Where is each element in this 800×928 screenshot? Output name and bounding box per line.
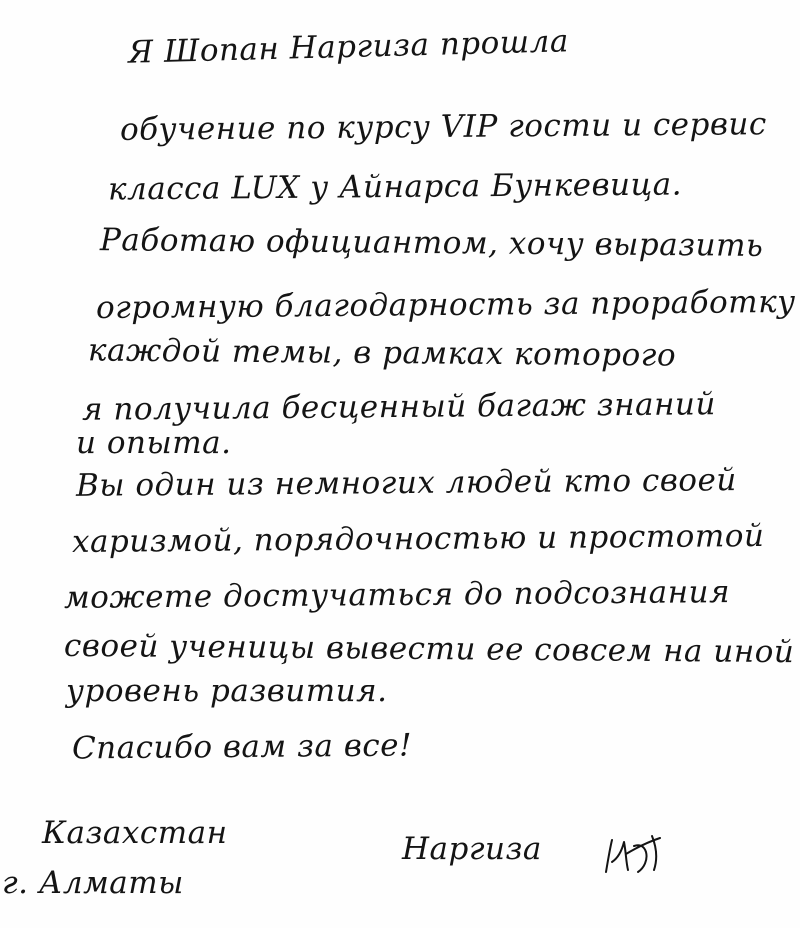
- letter-line: Вы один из немногих людей кто своей: [75, 462, 737, 504]
- letter-line: огромную благодарность за проработку: [95, 283, 796, 327]
- footer-country: Казахстан: [42, 815, 228, 851]
- footer-signer-name: Наргиза: [402, 831, 542, 867]
- letter-line: харизмой, порядочностью и простотой: [71, 517, 765, 561]
- letter-line: я получила бесценный багаж знаний: [81, 386, 717, 428]
- letter-line: уровень развития.: [66, 673, 388, 709]
- letter-line: Работаю официантом, хочу выразить: [99, 222, 764, 264]
- footer-city: г. Алматы: [2, 865, 184, 901]
- letter-line: можете достучаться до подсознания: [63, 574, 731, 616]
- letter-line: каждой темы, в рамках которого: [87, 332, 677, 374]
- letter-closing: Спасибо вам за все!: [71, 727, 413, 767]
- letter-line: обучение по курсу VIP гости и сервис: [119, 106, 767, 148]
- letter-line: и опыта.: [76, 425, 232, 461]
- handwritten-signature: [600, 832, 672, 876]
- letter-line: Я Шопан Наргиза прошла: [127, 23, 570, 71]
- letter-line: своей ученицы вывести ее совсем на иной: [63, 627, 795, 671]
- letter-line: класса LUX у Айнарса Бункевица.: [107, 166, 683, 208]
